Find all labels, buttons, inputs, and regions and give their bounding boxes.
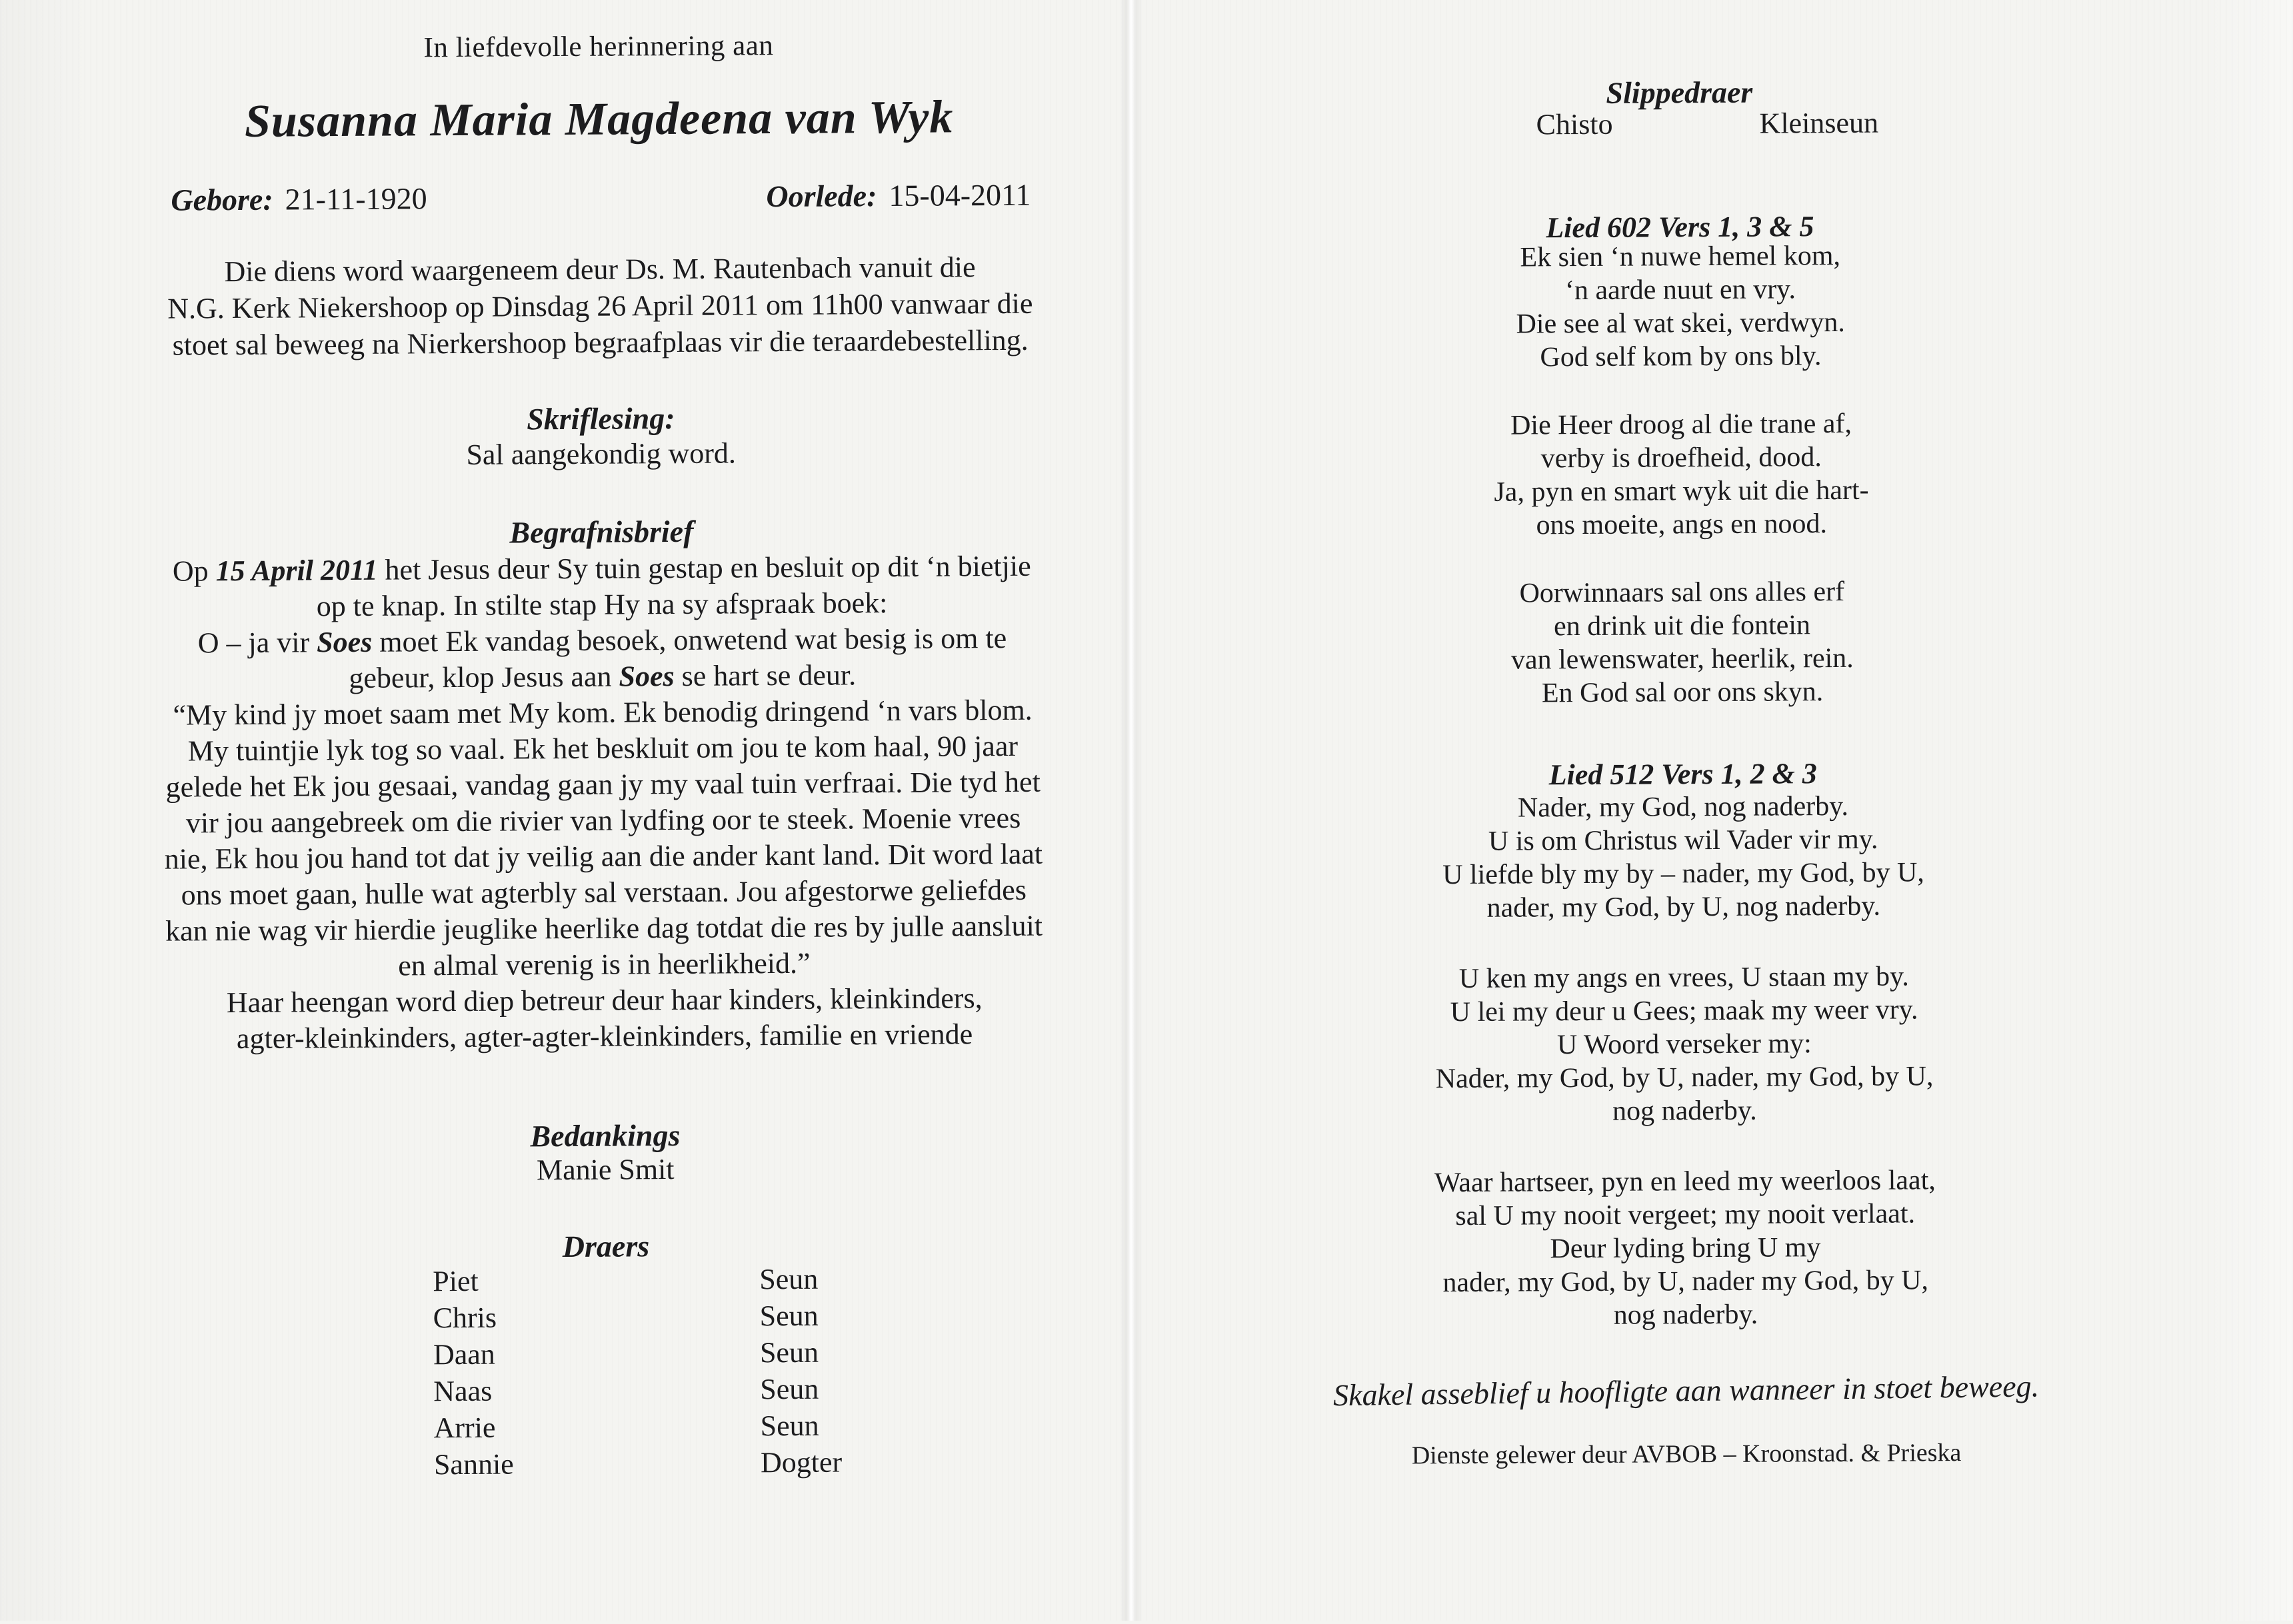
- bearer-name: Naas: [433, 1374, 493, 1408]
- text-line: [92, 548, 1112, 590]
- song-verses-602: [1264, 238, 2100, 746]
- undertaker-footer: Dienste gelewer deur AVBOB – Kroonstad. & Prieska: [1411, 1439, 1962, 1470]
- slippedraer-role: Kleinseun: [1759, 106, 1879, 140]
- procession-notice: Skakel asseblief u hoofligte aan wanneer in stoet beweeg.: [1332, 1369, 2040, 1413]
- bearer-name: Piet: [433, 1264, 479, 1298]
- song-verses-512: [1266, 788, 2103, 1373]
- text-line: op te knap. In stilte stap Hy na sy afspraak boek:: [316, 586, 888, 623]
- song-verse: [1264, 238, 2098, 376]
- text-line: My tuintjie lyk tog so vaal. Ek het beskluit om jou te kom haal, 90 jaar: [187, 729, 1019, 768]
- emphasized-text: Soes: [619, 660, 675, 693]
- emphasized-text: 15 April 2011: [215, 553, 378, 588]
- text-line: nader, my God, by U, nog naderby.: [1486, 890, 1881, 924]
- text-line: “My kind jy moet saam met My kom. Ek benodig dringend ‘n vars blom.: [173, 693, 1033, 732]
- plain-text: Op: [172, 554, 216, 588]
- bedankings-name: Manie Smit: [536, 1153, 675, 1187]
- bearer-name: Arrie: [433, 1411, 496, 1445]
- text-line: Haar heengan word diep betreur deur haar kinders, kleinkinders,: [226, 982, 983, 1020]
- begrafnisbrief-body: [92, 548, 1115, 1058]
- died-value: 15-04-2011: [889, 177, 1031, 213]
- text-line: Die diens word waargeneem deur Ds. M. Rautenbach vanuit die: [224, 251, 976, 289]
- bedankings-heading: Bedankings: [530, 1118, 681, 1154]
- table-row: [97, 1443, 1117, 1486]
- text-line: gelede het Ek jou gesaai, vandag gaan jy my vaal tuin verfraai. Die tyd het: [165, 765, 1041, 804]
- text-line: nader, my God, by U, nader my God, by U,: [1442, 1265, 1929, 1299]
- plain-text: het Jesus deur Sy tuin gestap en besluit op dit ‘n bietjie: [377, 549, 1031, 586]
- emphasized-text: Soes: [316, 625, 373, 659]
- plain-text: se hart se deur.: [674, 658, 857, 693]
- text-line: Die see al wat skei, verdwyn.: [1516, 307, 1845, 340]
- draers-heading: Draers: [562, 1229, 650, 1264]
- slippedraer-heading: Slippedraer: [1606, 75, 1753, 110]
- text-line: vir jou aangebreek om die rivier van lydfing oor te steek. Moenie vrees: [185, 801, 1021, 840]
- bearer-role: Seun: [760, 1372, 819, 1406]
- text-line: agter-kleinkinders, agter-agter-kleinkinders, familie en vriende: [236, 1018, 973, 1056]
- text-line: nog naderby.: [1612, 1095, 1757, 1127]
- text-line: En God sal oor ons skyn.: [1541, 676, 1824, 709]
- text-line: verby is droefheid, dood.: [1540, 442, 1822, 474]
- table-row: [97, 1407, 1117, 1449]
- left-page: [0, 0, 1138, 1624]
- dates-row: [89, 177, 1109, 223]
- song-verse: [1264, 406, 2098, 544]
- text-line: U liefde bly my by – nader, my God, by U,: [1442, 857, 1924, 891]
- text-line: U lei my deur u Gees; maak my weer vry.: [1450, 994, 1918, 1028]
- text-line: kan nie wag vir hierdie jeuglike heerlike dag totdat die res by julle aansluit: [165, 909, 1043, 948]
- text-line: Nader, my God, nog naderby.: [1517, 790, 1849, 824]
- text-line: God self kom by ons bly.: [1540, 341, 1822, 373]
- bearer-role: Dogter: [760, 1445, 843, 1479]
- memorial-intro: In liefdevolle herinnering aan: [423, 30, 774, 64]
- song-verse: [1266, 788, 2100, 926]
- text-line: Ek sien ‘n nuwe hemel kom,: [1520, 240, 1841, 273]
- skriflesing-heading: Skriflesing:: [527, 401, 675, 436]
- died-entry: [766, 177, 1031, 214]
- text-line: ‘n aarde nuut en vry.: [1564, 274, 1796, 307]
- bearer-role: Seun: [759, 1335, 819, 1369]
- text-line: nie, Ek hou jou hand tot dat jy veilig aan die ander kant land. Dit word laat: [164, 837, 1043, 876]
- plain-text: moet Ek vandag besoek, onwetend wat besig is om te: [372, 621, 1007, 658]
- song-verse: [1268, 1163, 2102, 1334]
- service-paragraph: [90, 248, 1111, 364]
- text-line: Die Heer droog al die trane af,: [1510, 408, 1852, 441]
- song-verse: [1265, 574, 2099, 712]
- born-value: 21-11-1920: [285, 181, 427, 217]
- text-line: ons moet gaan, hulle wat agterbly sal verstaan. Jou afgestorwe geliefdes: [181, 873, 1027, 912]
- draers-table: [96, 1260, 1117, 1486]
- text-line: van lewenswater, heerlik, rein.: [1510, 642, 1854, 676]
- song-title-602: Lied 602 Vers 1, 3 & 5: [1546, 210, 1814, 245]
- slippedraer-row: [1262, 105, 2096, 149]
- bearer-name: Chris: [433, 1301, 497, 1335]
- right-page: [1129, 0, 2293, 1624]
- begrafnisbrief-heading: Begrafnisbrief: [509, 514, 694, 550]
- plain-text: O – ja vir: [197, 626, 317, 660]
- text-line: Oorwinnaars sal ons alles erf: [1519, 576, 1845, 609]
- died-label: Oorlede:: [766, 179, 877, 214]
- text-line: [93, 656, 1113, 698]
- text-line: N.G. Kerk Niekershoop op Dinsdag 26 April 2011 om 11h00 vanwaar die: [167, 287, 1033, 325]
- text-line: U is om Christus wil Vader vir my.: [1488, 824, 1878, 857]
- slippedraer-name: Chisto: [1536, 107, 1613, 141]
- text-line: en drink uit die fontein: [1553, 610, 1811, 642]
- text-line: Deur lyding bring U my: [1550, 1232, 1821, 1265]
- text-line: en almal verenig is in heerlikheid.”: [398, 946, 811, 982]
- bearer-role: Seun: [759, 1262, 819, 1296]
- bearer-role: Seun: [759, 1299, 819, 1333]
- text-line: sal U my nooit vergeet; my nooit verlaat.: [1455, 1198, 1916, 1232]
- table-row: [97, 1297, 1117, 1339]
- text-line: U ken my angs en vrees, U staan my by.: [1458, 961, 1909, 994]
- text-line: Ja, pyn en smart wyk uit die hart-: [1494, 474, 1869, 508]
- table-row: [97, 1370, 1117, 1413]
- text-line: ons moeite, angs en nood.: [1536, 508, 1827, 541]
- skriflesing-text: Sal aangekondig word.: [466, 436, 737, 471]
- text-line: U Woord verseker my:: [1556, 1028, 1812, 1061]
- bearer-name: Daan: [433, 1337, 495, 1371]
- plain-text: gebeur, klop Jesus aan: [349, 660, 619, 694]
- text-line: Nader, my God, by U, nader, my God, by U,: [1435, 1061, 1934, 1095]
- text-line: [92, 620, 1112, 662]
- table-row: [97, 1333, 1117, 1376]
- deceased-name: Susanna Maria Magdeena van Wyk: [244, 91, 954, 147]
- text-line: nog naderby.: [1613, 1299, 1758, 1331]
- born-label: Gebore:: [171, 182, 273, 217]
- table-row: [96, 1260, 1116, 1303]
- bearer-name: Sannie: [433, 1447, 514, 1481]
- song-verse: [1267, 959, 2101, 1130]
- song-title-512: Lied 512 Vers 1, 2 & 3: [1548, 757, 1817, 792]
- text-line: Waar hartseer, pyn en leed my weerloos laat,: [1434, 1165, 1936, 1199]
- born-entry: [171, 181, 427, 217]
- bearer-role: Seun: [760, 1409, 819, 1443]
- text-line: stoet sal beweeg na Nierkershoop begraafplaas vir die teraardebestelling.: [172, 323, 1029, 362]
